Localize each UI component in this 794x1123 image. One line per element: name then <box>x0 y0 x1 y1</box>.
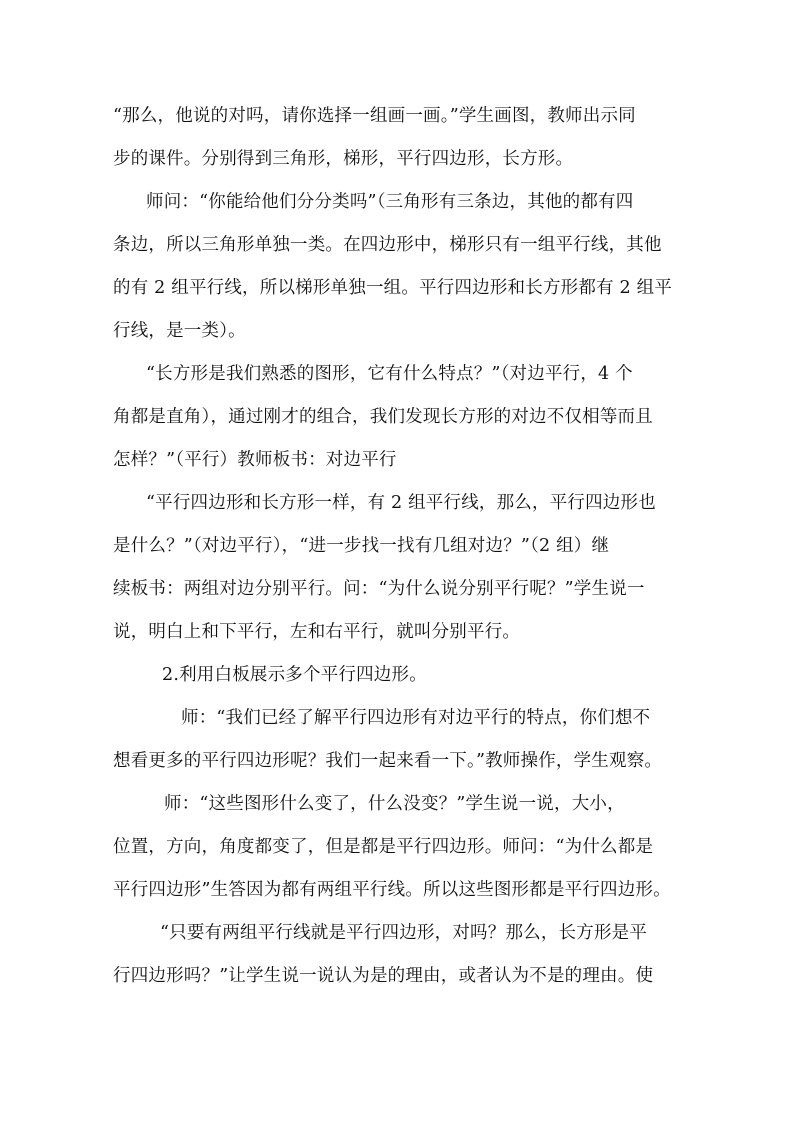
text-line-19: 平行四边形”生答因为都有两组平行线。所以这些图形都是平行四边形。 <box>113 880 671 900</box>
text-line-4: 条边，所以三角形单独一类。在四边形中，梯形只有一组平行线，其他 <box>113 235 662 255</box>
text-line-2: 步的课件。分别得到三角形，梯形，平行四边形，长方形。 <box>113 149 574 169</box>
text-line-5: 的有 2 组平行线，所以梯形单独一组。平行四边形和长方形都有 2 组平 <box>113 278 673 298</box>
text-line-13: 说，明白上和下平行，左和右平行，就叫分别平行。 <box>113 622 521 642</box>
text-line-7: “长方形是我们熟悉的图形，它有什么特点？”（对边平行，4 个 <box>146 364 633 384</box>
text-line-18: 位置，方向，角度都变了，但是都是平行四边形。师问：“为什么都是 <box>113 837 654 857</box>
text-line-9: 怎样？”（平行）教师板书：对边平行 <box>113 450 397 470</box>
text-line-1: “那么，他说的对吗，请你选择一组画一画。”学生画图，教师出示同 <box>113 106 636 126</box>
text-line-10: “平行四边形和长方形一样，有 2 组平行线，那么，平行四边形也 <box>146 493 656 513</box>
text-line-12: 续板书：两组对边分别平行。问：“为什么说分别平行呢？”学生说一 <box>113 579 645 599</box>
text-line-15: 师：“我们已经了解平行四边形有对边平行的特点，你们想不 <box>181 708 651 728</box>
text-line-8: 角都是直角），通过刚才的组合，我们发现长方形的对边不仅相等而且 <box>113 407 653 427</box>
text-line-3: 师问：“你能给他们分分类吗”（三角形有三条边，其他的都有四 <box>146 192 634 212</box>
text-line-6: 行线，是一类）。 <box>113 321 246 341</box>
text-line-16: 想看更多的平行四边形呢？我们一起来看一下。”教师操作，学生观察。 <box>113 751 663 771</box>
text-line-20: “只要有两组平行线就是平行四边形，对吗？那么，长方形是平 <box>160 923 648 943</box>
text-line-11: 是什么？”（对边平行），“进一步找一找有几组对边？”（2 组）继 <box>113 536 610 556</box>
text-line-17: 师：“这些图形什么变了，什么没变？”学生说一说，大小， <box>164 794 625 814</box>
text-line-21: 行四边形吗？”让学生说一说认为是的理由，或者认为不是的理由。使 <box>113 966 654 986</box>
text-line-14: 2.利用白板展示多个平行四边形。 <box>162 665 427 685</box>
